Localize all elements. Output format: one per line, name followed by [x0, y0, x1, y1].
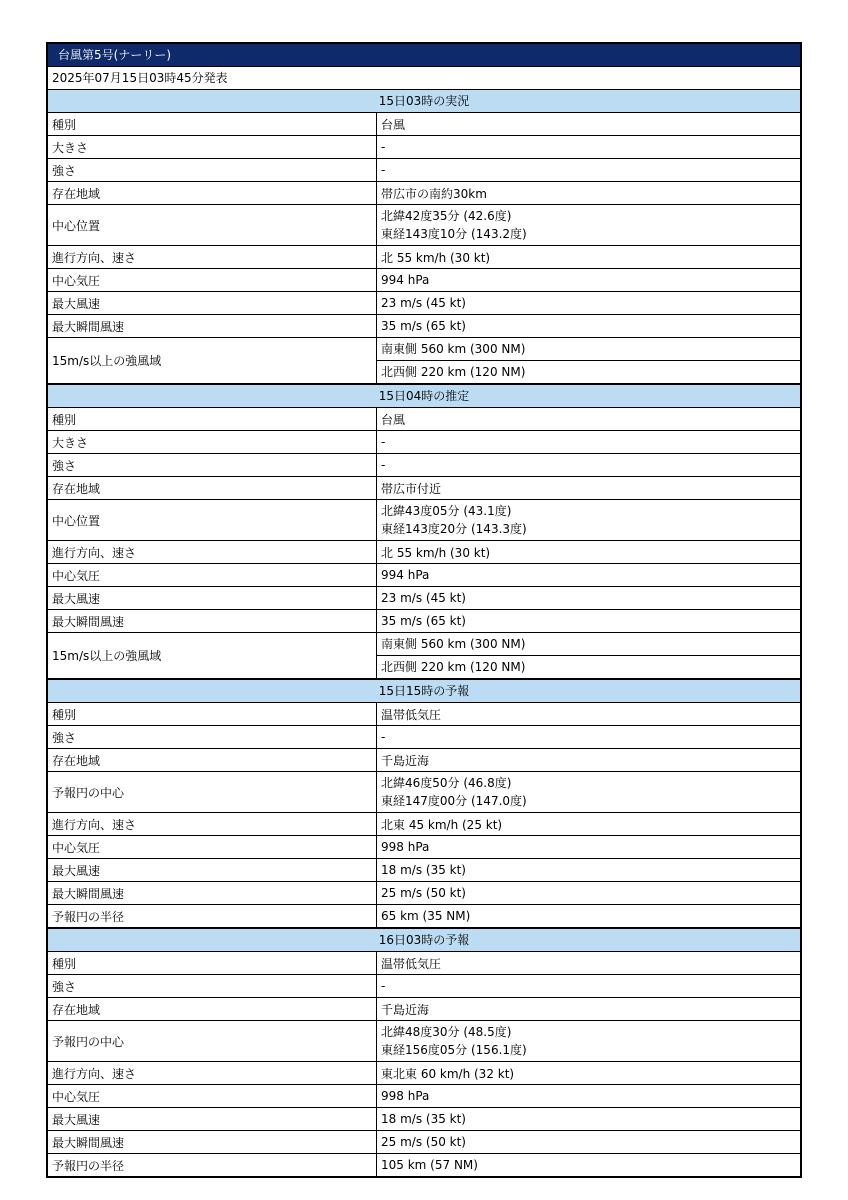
row-value: [377, 633, 800, 678]
value-text: 23 m/s (45 kt): [381, 591, 466, 605]
value-text: 994 hPa: [381, 568, 430, 582]
row-label: 種別: [48, 952, 377, 974]
value-text: -: [381, 458, 386, 472]
row-value: [377, 159, 800, 181]
row-value: [377, 454, 800, 476]
value-text: 105 km (57 NM): [381, 1158, 478, 1172]
table-row: [48, 1131, 800, 1154]
row-value: [377, 998, 800, 1020]
section-header: 15日15時の予報: [48, 679, 800, 703]
row-label: 種別: [48, 703, 377, 725]
table-row: [48, 408, 800, 431]
table-row: [48, 813, 800, 836]
row-label: 予報円の中心: [48, 1021, 377, 1061]
table-row: [48, 998, 800, 1021]
row-label: 最大風速: [48, 292, 377, 314]
row-label: 最大瞬間風速: [48, 315, 377, 337]
row-value: [377, 564, 800, 586]
row-value: [377, 772, 800, 812]
row-label: 最大瞬間風速: [48, 882, 377, 904]
value-text: 998 hPa: [381, 1089, 430, 1103]
row-value: [377, 905, 800, 927]
table-row: [48, 541, 800, 564]
table-row: [48, 477, 800, 500]
table-row: [48, 338, 800, 384]
row-label: 最大風速: [48, 1108, 377, 1130]
row-label: 大きさ: [48, 431, 377, 453]
row-label: 中心気圧: [48, 564, 377, 586]
report-sections: [48, 90, 800, 1176]
row-label: 中心気圧: [48, 1085, 377, 1107]
row-value: [377, 246, 800, 268]
value-line: 東経147度00分 (147.0度): [381, 794, 527, 808]
value-text: 温帯低気圧: [381, 956, 442, 971]
row-value: [377, 882, 800, 904]
value-text: 65 km (35 NM): [381, 909, 471, 923]
row-label: 中心気圧: [48, 269, 377, 291]
row-label: 予報円の半径: [48, 1154, 377, 1176]
value-line: 北緯46度50分 (46.8度): [381, 776, 512, 790]
table-row: [48, 564, 800, 587]
section-header: 15日03時の実況: [48, 90, 800, 113]
row-value: [377, 975, 800, 997]
value-line: 東経143度20分 (143.3度): [381, 522, 527, 536]
value-line: 北緯48度30分 (48.5度): [381, 1025, 512, 1039]
row-value: [377, 477, 800, 499]
value-text: 帯広市の南約30km: [381, 186, 487, 201]
report-title: 台風第5号(ナーリー): [48, 44, 800, 67]
table-row: [48, 905, 800, 928]
value-text: 998 hPa: [381, 840, 430, 854]
row-value: [377, 315, 800, 337]
row-label: 強さ: [48, 975, 377, 997]
row-label: 最大瞬間風速: [48, 610, 377, 632]
value-text: 18 m/s (35 kt): [381, 1112, 466, 1126]
row-label: 強さ: [48, 159, 377, 181]
table-row: [48, 500, 800, 541]
row-label: 最大瞬間風速: [48, 1131, 377, 1153]
row-value: [377, 182, 800, 204]
table-row: [48, 136, 800, 159]
row-value: [377, 1085, 800, 1107]
value-text: 台風: [381, 412, 406, 427]
row-value: [377, 136, 800, 158]
table-row: [48, 749, 800, 772]
row-value: [377, 1021, 800, 1061]
row-value: [377, 113, 800, 135]
section-header: 16日03時の予報: [48, 928, 800, 952]
row-value: [377, 836, 800, 858]
row-label: 存在地域: [48, 477, 377, 499]
typhoon-report-table: [46, 42, 802, 1178]
value-text: 千島近海: [381, 1002, 430, 1017]
row-label: 種別: [48, 113, 377, 135]
value-text: 北東 45 km/h (25 kt): [381, 817, 503, 832]
value-text: -: [381, 730, 386, 744]
table-row: [48, 454, 800, 477]
row-label: 最大風速: [48, 587, 377, 609]
value-line: 北緯43度05分 (43.1度): [381, 504, 512, 518]
row-value: [377, 1154, 800, 1176]
row-label: 中心位置: [48, 500, 377, 540]
table-row: [48, 859, 800, 882]
row-label: 中心位置: [48, 205, 377, 245]
row-value: [377, 292, 800, 314]
row-label: 進行方向、速さ: [48, 813, 377, 835]
value-text: 18 m/s (35 kt): [381, 863, 466, 877]
value-text: -: [381, 140, 386, 154]
value-text: -: [381, 435, 386, 449]
table-row: [48, 1062, 800, 1085]
row-value: [377, 749, 800, 771]
value-text: -: [381, 163, 386, 177]
table-row: [48, 269, 800, 292]
table-row: [48, 1085, 800, 1108]
table-row: [48, 431, 800, 454]
section-header: 15日04時の推定: [48, 384, 800, 408]
row-value: [377, 587, 800, 609]
value-text: 帯広市付近: [381, 481, 442, 496]
row-value: [377, 541, 800, 563]
table-row: [48, 205, 800, 246]
row-value: [377, 1062, 800, 1084]
value-text: 東北東 60 km/h (32 kt): [381, 1066, 515, 1081]
row-label: 中心気圧: [48, 836, 377, 858]
row-label: 存在地域: [48, 749, 377, 771]
value-subcell: 南東側 560 km (300 NM): [381, 637, 526, 651]
row-value: [377, 610, 800, 632]
table-row: [48, 315, 800, 338]
table-row: [48, 587, 800, 610]
issued-time: 2025年07月15日03時45分発表: [48, 67, 800, 90]
row-label: 存在地域: [48, 182, 377, 204]
table-row: [48, 1154, 800, 1176]
row-label: 進行方向、速さ: [48, 246, 377, 268]
table-row: [48, 182, 800, 205]
table-row: [48, 159, 800, 182]
row-value: [377, 1108, 800, 1130]
value-line: 東経143度10分 (143.2度): [381, 227, 527, 241]
row-label: 種別: [48, 408, 377, 430]
row-label: 存在地域: [48, 998, 377, 1020]
row-value: [377, 269, 800, 291]
row-label: 進行方向、速さ: [48, 541, 377, 563]
value-text: 台風: [381, 117, 406, 132]
row-value: [377, 726, 800, 748]
row-value: [377, 1131, 800, 1153]
value-subcell: 北西側 220 km (120 NM): [377, 655, 800, 678]
value-text: 北 55 km/h (30 kt): [381, 545, 491, 560]
value-text: 千島近海: [381, 753, 430, 768]
table-row: [48, 952, 800, 975]
table-row: [48, 113, 800, 136]
value-text: 23 m/s (45 kt): [381, 296, 466, 310]
row-label: 15m/s以上の強風域: [48, 338, 377, 383]
row-label: 強さ: [48, 726, 377, 748]
row-value: [377, 338, 800, 383]
value-text: 25 m/s (50 kt): [381, 886, 466, 900]
value-subcell: 北西側 220 km (120 NM): [377, 360, 800, 383]
row-label: 予報円の半径: [48, 905, 377, 927]
table-row: [48, 726, 800, 749]
table-row: [48, 836, 800, 859]
row-value: [377, 431, 800, 453]
table-row: [48, 246, 800, 269]
value-line: 北緯42度35分 (42.6度): [381, 209, 512, 223]
value-text: -: [381, 979, 386, 993]
row-label: 進行方向、速さ: [48, 1062, 377, 1084]
row-label: 15m/s以上の強風域: [48, 633, 377, 678]
table-row: [48, 610, 800, 633]
table-row: [48, 772, 800, 813]
row-label: 強さ: [48, 454, 377, 476]
table-row: [48, 633, 800, 679]
table-row: [48, 1108, 800, 1131]
table-row: [48, 292, 800, 315]
row-label: 大きさ: [48, 136, 377, 158]
table-row: [48, 1021, 800, 1062]
value-text: 35 m/s (65 kt): [381, 319, 466, 333]
table-row: [48, 882, 800, 905]
value-text: 25 m/s (50 kt): [381, 1135, 466, 1149]
value-text: 994 hPa: [381, 273, 430, 287]
value-line: 東経156度05分 (156.1度): [381, 1043, 527, 1057]
row-value: [377, 205, 800, 245]
row-label: 予報円の中心: [48, 772, 377, 812]
table-row: [48, 975, 800, 998]
row-value: [377, 408, 800, 430]
value-text: 北 55 km/h (30 kt): [381, 250, 491, 265]
row-value: [377, 859, 800, 881]
table-row: [48, 703, 800, 726]
value-text: 35 m/s (65 kt): [381, 614, 466, 628]
row-label: 最大風速: [48, 859, 377, 881]
value-text: 温帯低気圧: [381, 707, 442, 722]
value-subcell: 南東側 560 km (300 NM): [381, 342, 526, 356]
row-value: [377, 500, 800, 540]
row-value: [377, 813, 800, 835]
row-value: [377, 703, 800, 725]
row-value: [377, 952, 800, 974]
